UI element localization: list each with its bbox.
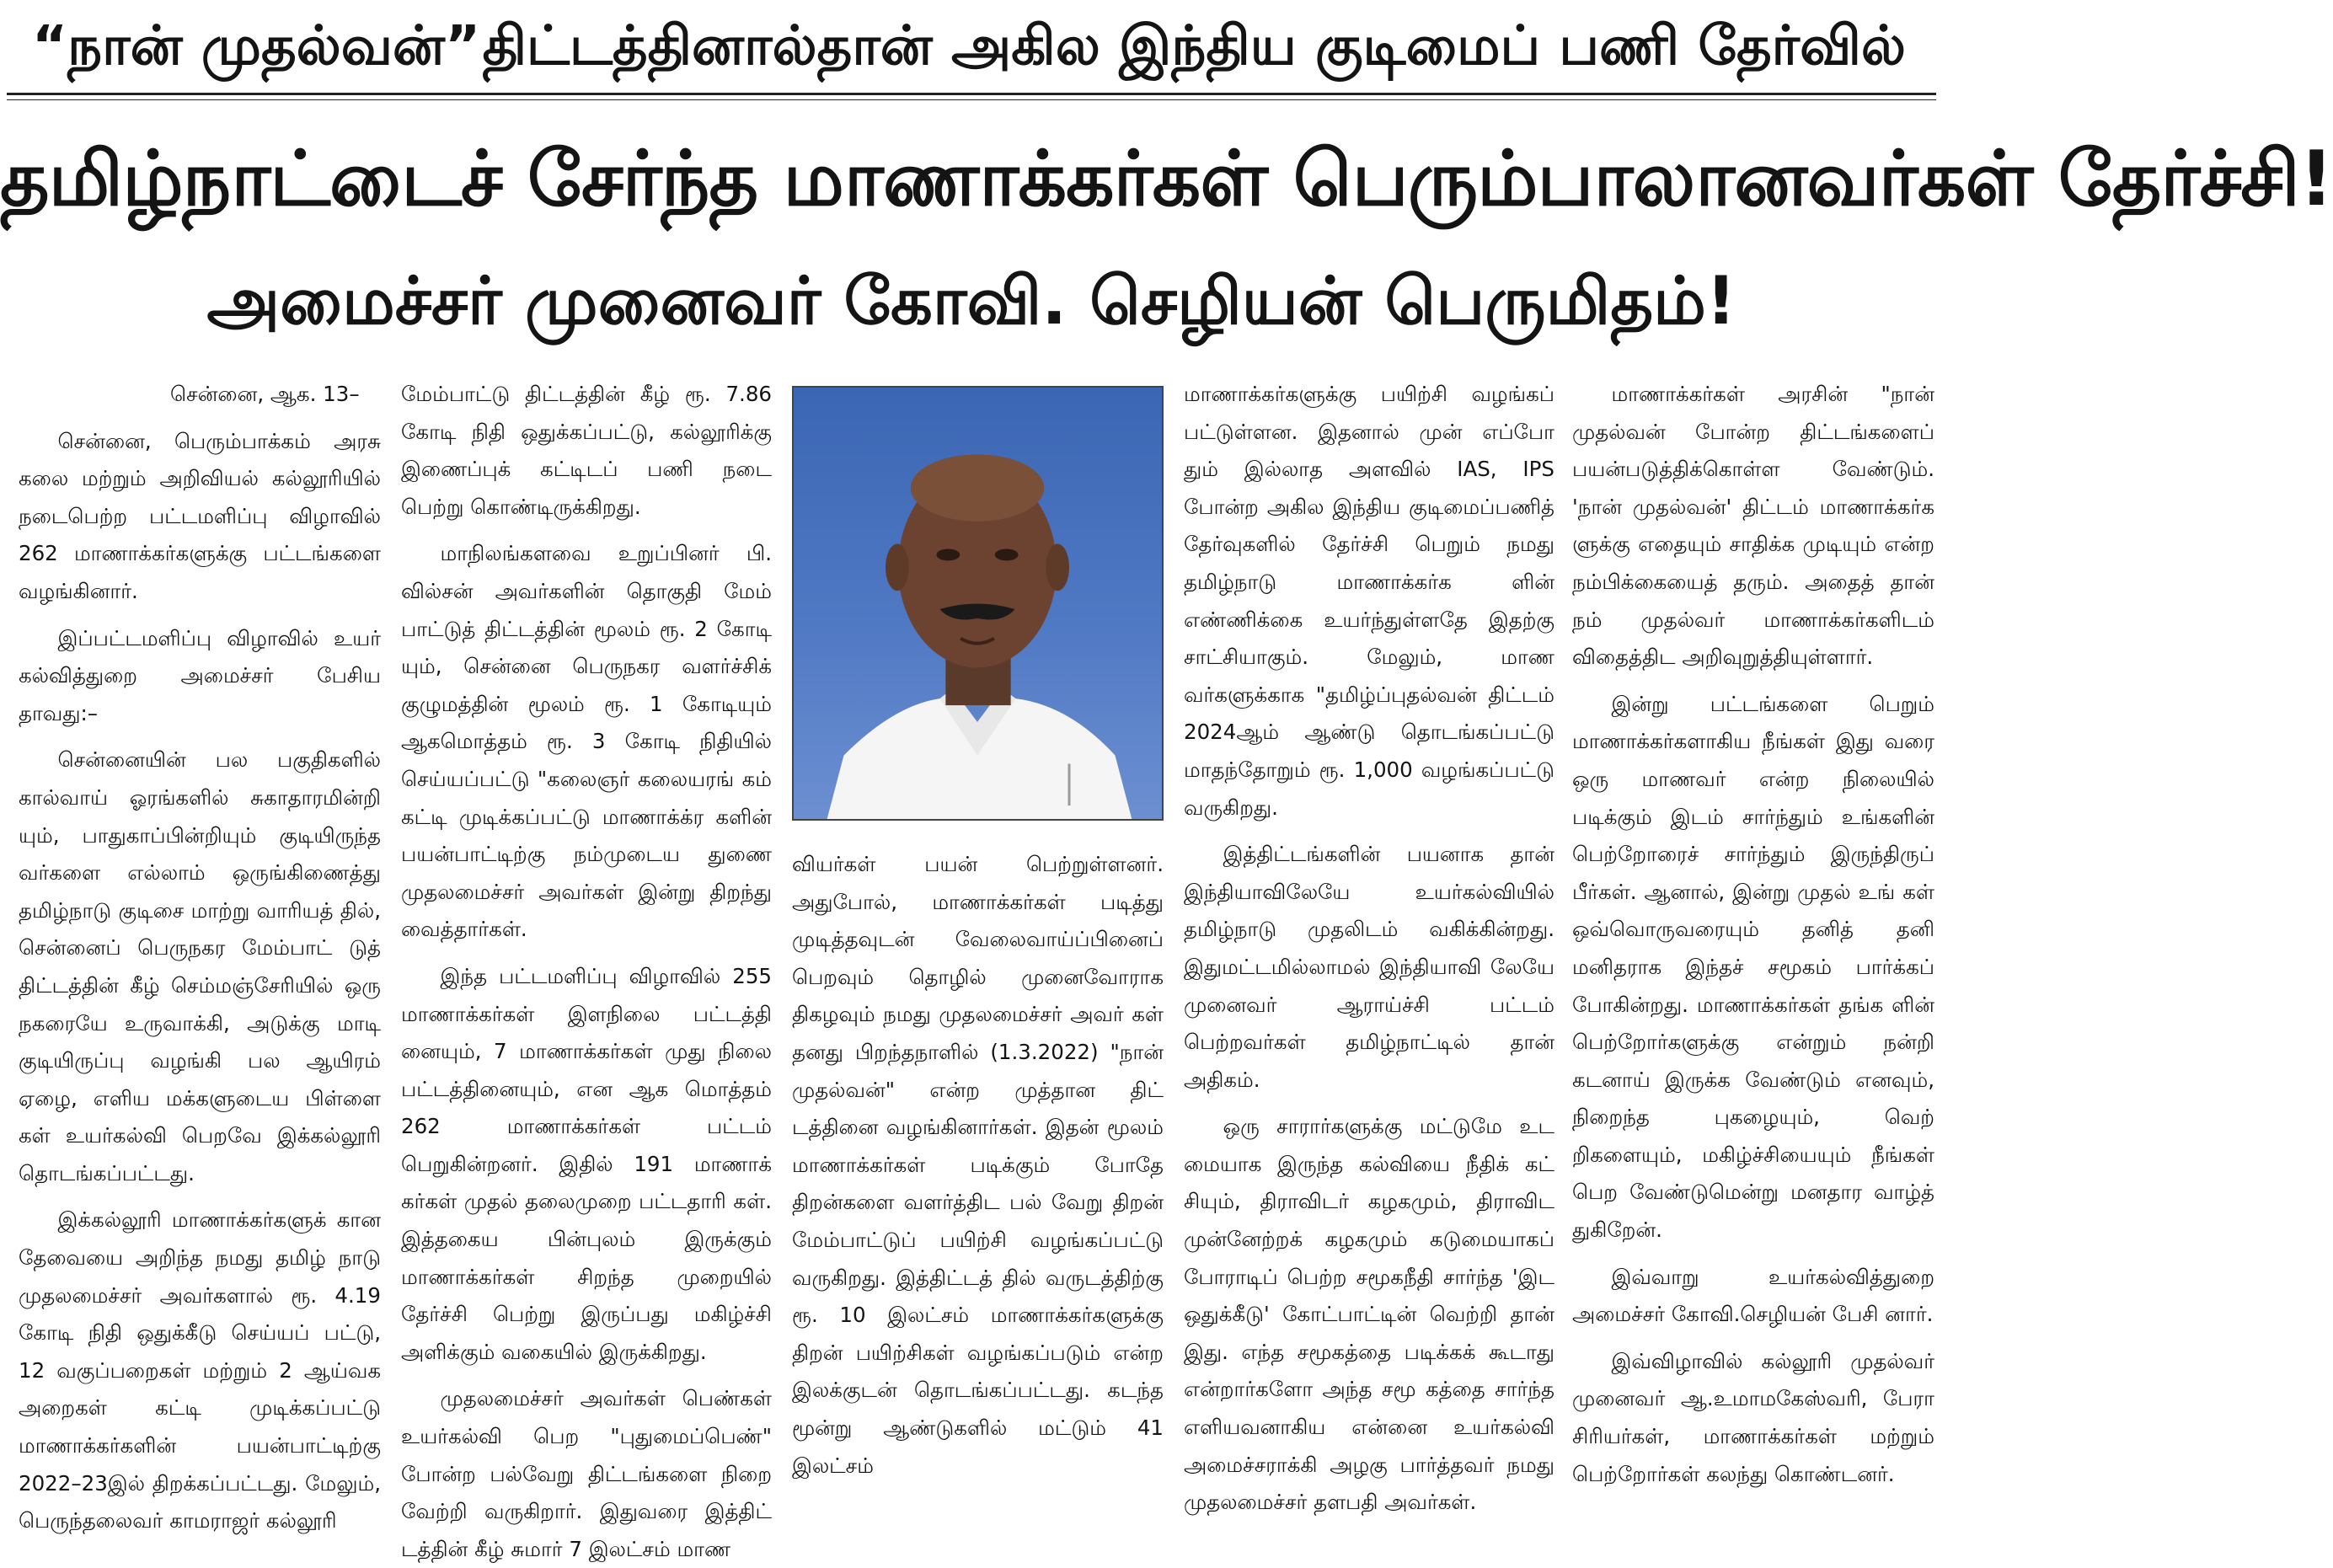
headline-top-rest: திட்டத்தினால்தான் அகில இந்திய குடிமைப் பணி தேர்வில் [482, 15, 1906, 78]
article-column-3 [792, 846, 1164, 1491]
headline-rule-thin [7, 99, 1936, 100]
headline-top [25, 2, 1913, 91]
paragraph: இத்திட்டங்களின் பயனாக தான் இந்தியாவிலேயே உயர்கல்வியில் தமிழ்நாடு முதலிடம் வகிக்கின்றது. இதுமட்டமில்லாமல் இந்தியாவி லேயே முனைவர் ஆராய்ச்சி பட்டம் பெற்றவர்கள் தமிழ்நாட்டில் தான் அதிகம். [1184, 842, 1554, 1092]
portrait-image [794, 388, 1162, 819]
article-column-4 [1184, 376, 1554, 1515]
paragraph: வியர்கள் பயன் பெற்றுள்ளனர். அதுபோல், மாணாக்கர்கள் படித்து முடித்தவுடன் வேலைவாய்ப்பினைப் பெறவும் தொழில் முனைவோராக திகழவும் நமது முதலமைச்சர் அவர் கள் தனது பிறந்தநாளில் (1.3.2022) "நான் முதல்வன்" என்ற முத்தான திட் டத்தினை வழங்கினார்கள். இதன் மூலம் மாணாக்கர்கள் படிக்கும் போதே திறன்களை வளர்த்திட பல் வேறு திறன் மேம்பாட்டுப் பயிற்சி வழங்கப்பட்டு வருகிறது. இத்திட்டத் தில் வருடத்திற்கு ரூ. 10 இலட்சம் மாணாக்கர்களுக்கு திறன் பயிற்சிகள் வழங்கப்படும் என்ற இலக்குடன் தொடங்கப்பட்டது. கடந்த மூன்று ஆண்டுகளில் மட்டும் 41 இலட்சம் [792, 852, 1164, 1478]
paragraph: சென்னையின் பல பகுதிகளில் கால்வாய் ஓரங்களில் சுகாதாரமின்றி யும், பாதுகாப்பின்றியும் குடியிருந்த வர்களை எல்லாம் ஒருங்கிணைத்து தமிழ்நாடு குடிசை மாற்று வாரியத் தில், சென்னைப் பெருநகர மேம்பாட் டுத் திட்டத்தின் கீழ் செம்மஞ்சேரியில் ஒரு நகரையே உருவாக்கி, அடுக்கு மாடி குடியிருப்பு வழங்கி பல ஆயிரம் ஏழை, எளிய மக்களுடைய பிள்ளை கள் உயர்கல்வி பெறவே இக்கல்லூரி தொடங்கப்பட்டது. [19, 747, 381, 1185]
dateline: சென்னை, ஆக. 13– [170, 382, 360, 406]
headline-rule-thick [7, 93, 1936, 95]
paragraph: இன்று பட்டங்களை பெறும் மாணாக்கர்களாகிய நீங்கள் இது வரை ஒரு மாணவர் என்ற நிலையில் படிக்கும் இடம் சார்ந்தும் உங்களின் பெற்றோரைச் சார்ந்தும் இருந்திருப் பீர்கள். ஆனால், இன்று முதல் உங் கள் ஒவ்வொருவரையும் தனித் தனி மனிதராக இந்தச் சமூகம் பார்க்கப் போகின்றது. மாணாக்கர்கள் தங்க ளின் பெற்றோர்களுக்கு என்றும் நன்றி கடனாய் இருக்க வேண்டும் எனவும், நிறைந்த புகழையும், வெற் றிகளையும், மகிழ்ச்சியையும் நீங்கள் பெற வேண்டுமென்று மனதார வாழ்த் துகிறேன். [1572, 691, 1934, 1243]
paragraph: முதலமைச்சர் அவர்கள் பெண்கள் உயர்கல்வி பெற "புதுமைப்பெண்" போன்ற பல்வேறு திட்டங்களை நிறை வேற்றி வருகிறார். இதுவரை இத்திட் டத்தின் கீழ் சுமார் 7 இலட்சம் மாண [401, 1386, 772, 1561]
article-column-5 [1572, 376, 1934, 1491]
paragraph: மாணாக்கர்களுக்கு பயிற்சி வழங்கப் பட்டுள்ளன. இதனால் முன் எப்போ தும் இல்லாத அளவில் IAS, IPS போன்ற அகில இந்திய குடிமைப்பணித் தேர்வுகளில் தேர்ச்சி பெறும் நமது தமிழ்நாடு மாணாக்கர்க ளின் எண்ணிக்கை உயர்ந்துள்ளதே இதற்கு சாட்சியாகும். மேலும், மாண வர்களுக்காக "தமிழ்ப்புதல்வன் திட்டம் 2024ஆம் ஆண்டு தொடங்கப்பட்டு மாதந்தோறும் ரூ. 1,000 வழங்கப்பட்டு வருகிறது. [1184, 382, 1554, 820]
headline-sub: அமைச்சர் முனைவர் கோவி. செழியன் பெருமிதம்! [206, 264, 1736, 340]
paragraph: ஒரு சாரார்களுக்கு மட்டுமே உட மையாக இருந்த கல்வியை நீதிக் கட் சியும், திராவிடர் கழகமும், திராவிட முன்னேற்றக் கழகமும் கடுமையாகப் போராடிப் பெற்ற சமூகநீதி சார்ந்த 'இட ஒதுக்கீடு' கோட்பாட்டின் வெற்றி தான் இது. எந்த சமூகத்தை படிக்கக் கூடாது என்றார்களோ அந்த சமூ கத்தை சார்ந்த எளியவனாகிய என்னை உயர்கல்வி அமைச்சராக்கி அழகு பார்த்தவர் நமது முதலமைச்சர் தளபதி அவர்கள். [1184, 1114, 1554, 1515]
paragraph: இவ்வாறு உயர்கல்வித்துறை அமைச்சர் கோவி.செழியன் பேசி னார். [1572, 1264, 1934, 1327]
paragraph: சென்னை, பெரும்பாக்கம் அரசு கலை மற்றும் அறிவியல் கல்லூரியில் நடைபெற்ற பட்டமளிப்பு விழாவில் 262 மாணாக்கர்களுக்கு பட்டங்களை வழங்கினார். [19, 428, 381, 603]
article-column-1 [19, 376, 381, 1533]
headline-main: தமிழ்நாட்டைச் சேர்ந்த மாணாக்கர்கள் பெரும்பாலானவர்கள் தேர்ச்சி! [0, 135, 2333, 223]
paragraph: இப்பட்டமளிப்பு விழாவில் உயர் கல்வித்துறை அமைச்சர் பேசிய தாவது:– [19, 625, 381, 725]
paragraph: மேம்பாட்டு திட்டத்தின் கீழ் ரூ. 7.86 கோடி நிதி ஒதுக்கப்பட்டு, கல்லூரிக்கு இணைப்புக் கட்டிடப் பணி நடை பெற்று கொண்டிருக்கிறது. [401, 382, 772, 519]
headline-top-quote: “நான் முதல்வன்” [32, 15, 481, 78]
paragraph: இவ்விழாவில் கல்லூரி முதல்வர் முனைவர் ஆ.உமாமகேஸ்வரி, பேரா சிரியர்கள், மாணாக்கர்கள் மற்றும் பெற்றோர்கள் கலந்து கொண்டனர். [1572, 1348, 1934, 1486]
paragraph: மாணாக்கர்கள் அரசின் "நான் முதல்வன் போன்ற திட்டங்களைப் பயன்படுத்திக்கொள்ள வேண்டும். 'நான் முதல்வன்' திட்டம் மாணாக்கர்க ளுக்கு எதையும் சாதிக்க முடியும் என்ற நம்பிக்கையைத் தரும். அதைத் தான் நம் முதல்வர் மாணாக்கர்களிடம் விதைத்திட அறிவுறுத்தியுள்ளார். [1572, 382, 1934, 670]
paragraph: இந்த பட்டமளிப்பு விழாவில் 255 மாணாக்கர்கள் இளநிலை பட்டத்தி னையும், 7 மாணாக்கர்கள் முது நிலை பட்டத்தினையும், என ஆக மொத்தம் 262 மாணாக்கர்கள் பட்டம் பெறுகின்றனர். இதில் 191 மாணாக் கர்கள் முதல் தலைமுறை பட்டதாரி கள். இத்தகைய பின்புலம் இருக்கும் மாணாக்கர்கள் சிறந்த முறையில் தேர்ச்சி பெற்று இருப்பது மகிழ்ச்சி அளிக்கும் வகையில் இருக்கிறது. [401, 963, 772, 1364]
minister-photo [792, 386, 1164, 821]
paragraph: மாநிலங்களவை உறுப்பினர் பி. வில்சன் அவர்களின் தொகுதி மேம் பாட்டுத் திட்டத்தின் மூலம் ரூ. 2 கோடி யும், சென்னை பெருநகர வளர்ச்சிக் குழுமத்தின் மூலம் ரூ. 1 கோடியும் ஆகமொத்தம் ரூ. 3 கோடி நிதியில் செய்யப்பட்டு "கலைஞர் கலையரங் கம் கட்டி முடிக்கப்பட்டு மாணாக்க்ர களின் பயன்பாட்டிற்கு நம்முடைய துணை முதலமைச்சர் அவர்கள் இன்று திறந்து வைத்தார்கள். [401, 541, 772, 942]
article-column-2 [401, 376, 772, 1561]
paragraph: இக்கல்லூரி மாணாக்கர்களுக் கான தேவையை அறிந்த நமது தமிழ் நாடு முதலமைச்சர் அவர்களால் ரூ. 4.19 கோடி நிதி ஒதுக்கீடு செய்யப் பட்டு, 12 வகுப்பறைகள் மற்றும் 2 ஆய்வக அறைகள் கட்டி முடிக்கப்பட்டு மாணாக்கர்களின் பயன்பாட்டிற்கு 2022–23இல் திறக்கப்பட்டது. மேலும், பெருந்தலைவர் காமராஜர் கல்லூரி [19, 1207, 381, 1533]
